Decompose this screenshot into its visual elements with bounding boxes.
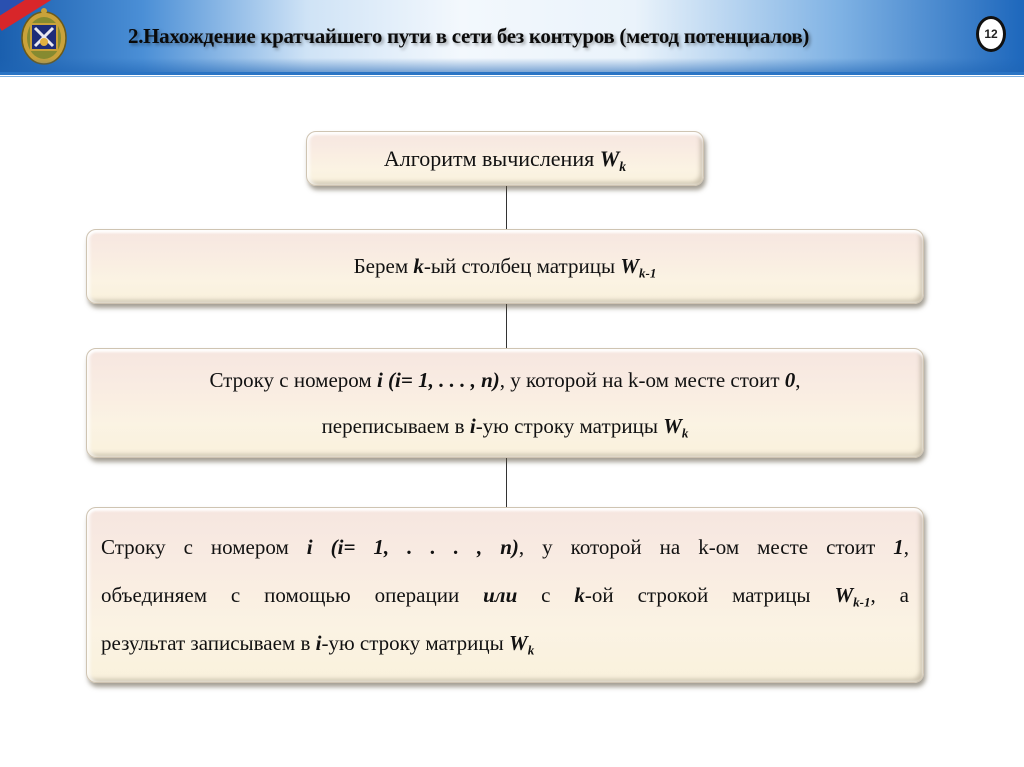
matrix-symbol: $W_{k-1}$ <box>620 254 657 281</box>
page-number-badge: 12 <box>976 16 1006 52</box>
algorithm-title-text <box>307 146 703 172</box>
slide-header <box>0 0 1024 72</box>
algorithm-title-box <box>306 131 704 186</box>
step-1-text: Берем k-ый столбец матрицы $W_{k-1}$ <box>353 254 657 281</box>
step-1-box <box>86 229 924 304</box>
step-3-line-2: объединяем с помощью операции или с k-ой строкой матрицы $W_{k-1}$, а <box>101 583 909 610</box>
connector-line-2 <box>506 304 507 348</box>
step-3-box <box>86 507 924 683</box>
header-divider <box>0 72 1024 75</box>
step-2-box <box>86 348 924 458</box>
box-text: Алгоритм вычисления <box>383 145 600 171</box>
connector-line-1 <box>506 186 507 229</box>
connector-line-3 <box>506 458 507 507</box>
matrix-symbol: $W_{k-1}$ <box>834 583 871 610</box>
matrix-symbol: $W_k$ <box>599 145 627 174</box>
header-divider-thin <box>0 76 1024 77</box>
matrix-symbol: $W_k$ <box>663 414 689 441</box>
step-3-line-3: результат записываем в i-ую строку матрицы $W_k$ <box>101 631 535 658</box>
step-2-line-2: переписываем в i-ую строку матрицы $W_k$ <box>321 414 689 441</box>
slide-title: 2.Нахождение кратчайшего пути в сети без контуров (метод потенциалов) <box>128 24 810 48</box>
step-2-line-1: Строку с номером i (i= 1, . . . , n), у которой на k-ом месте стоит 0, <box>209 368 801 392</box>
matrix-symbol: $W_k$ <box>509 631 535 658</box>
military-emblem-icon <box>20 6 68 66</box>
step-3-line-1: Строку с номером i (i= 1, . . . , n), у которой на k-ом месте стоит 1, <box>101 535 910 559</box>
